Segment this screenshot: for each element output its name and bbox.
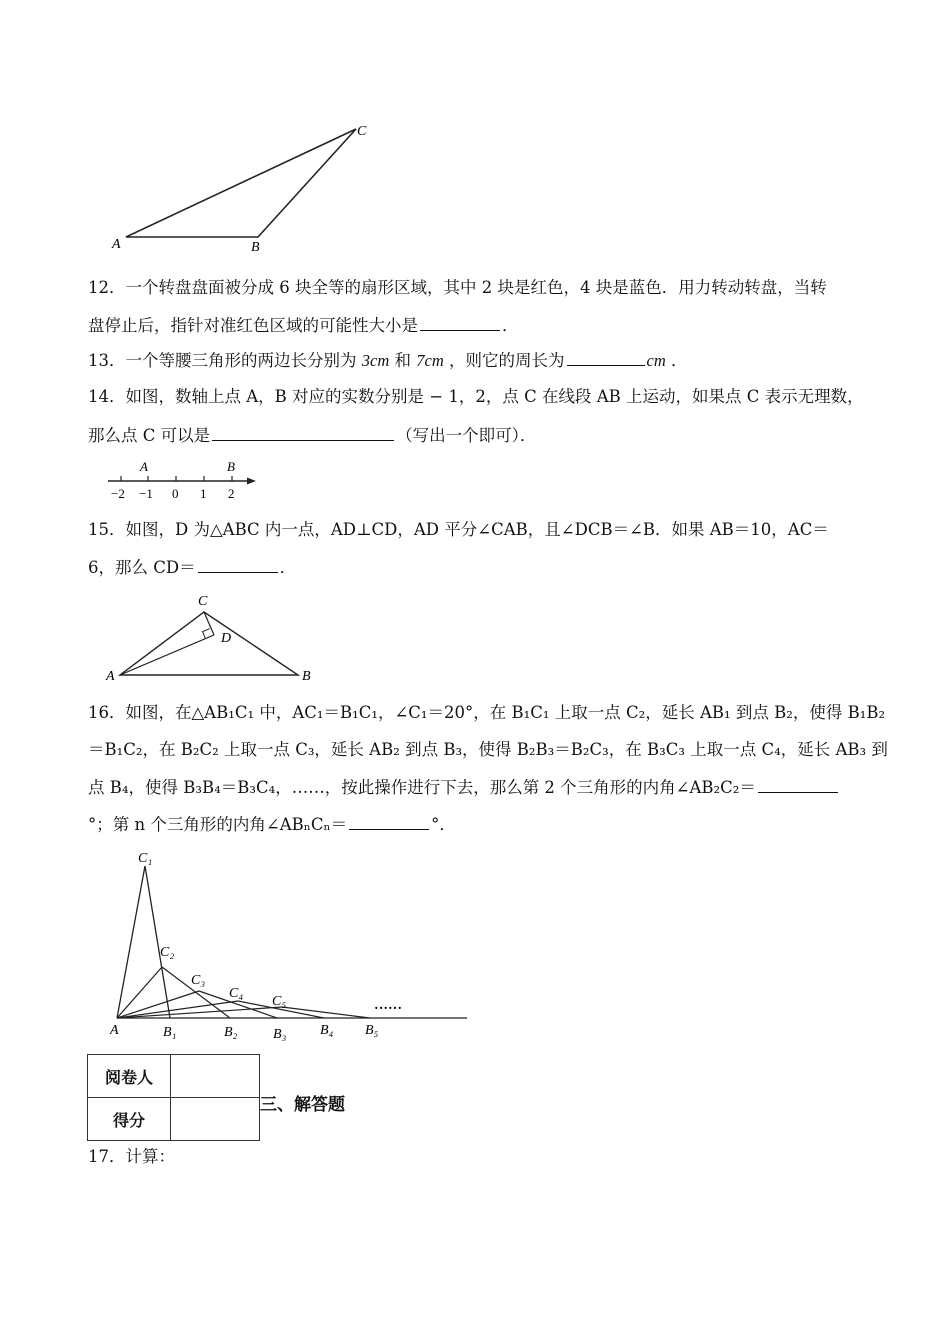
q15-line1: 15．如图，D 为△ABC 内一点，AD⊥CD，AD 平分∠CAB，且∠DCB＝∠B．如果 AB＝10，AC＝ xyxy=(88,520,829,539)
q13-value-1: 3 xyxy=(361,351,370,370)
triangle-chain-figure xyxy=(100,845,475,1045)
q12-line1: 12．一个转盘盘面被分成 6 块全等的扇形区域，其中 2 块是红色，4 块是蓝色．用力转动转盘，当转 xyxy=(88,278,827,297)
number-line-label-b: B xyxy=(227,459,235,474)
q14-line1: 14．如图，数轴上点 A，B 对应的实数分别是 − 1，2，点 C 在线段 AB 上运动，如果点 C 表示无理数， xyxy=(88,387,864,406)
q13-answer-blank[interactable] xyxy=(567,349,645,366)
q14-answer-blank[interactable] xyxy=(212,424,394,441)
label-b3: B₃ xyxy=(273,1027,287,1042)
label-c: C xyxy=(198,594,208,609)
number-line-figure xyxy=(100,456,270,506)
label-c1: C₁ xyxy=(138,851,153,866)
reviewer-label: 阅卷人 xyxy=(88,1055,171,1098)
triangle-q15-shape xyxy=(120,612,298,675)
label-b5: B₅ xyxy=(365,1023,379,1038)
q16-line4-text: °；第 n 个三角形的内角∠ABₙCₙ＝ xyxy=(88,815,348,834)
label-b: B xyxy=(251,240,260,255)
q12-line2-text: 盘停止后，指针对准红色区域的可能性大小是 xyxy=(88,316,418,335)
q16-line3-text: 点 B₄，使得 B₃B₄＝B₃C₄，……，按此操作进行下去，那么第 2 个三角形的内角∠AB₂C₂＝ xyxy=(88,778,756,797)
section-title: 三、解答题 xyxy=(260,1095,345,1115)
segment-a-c4 xyxy=(117,1001,238,1018)
label-c5: C₅ xyxy=(272,994,287,1009)
segment-c1-b1 xyxy=(145,866,170,1018)
q14-line2 xyxy=(88,424,536,447)
q13-text-d: ． xyxy=(665,351,688,370)
tick-label: −2 xyxy=(111,486,125,501)
q14-line2-text: 那么点 C 可以是 xyxy=(88,426,211,445)
label-b: B xyxy=(302,669,311,684)
label-c: C xyxy=(357,124,367,139)
tick-label: 1 xyxy=(200,486,207,501)
q14-line2-end: （写出一个即可）． xyxy=(396,426,537,445)
q13-text-c: ，则它的周长为 xyxy=(443,351,565,370)
triangle-abc-figure xyxy=(100,115,390,260)
q16-answer-blank-1[interactable] xyxy=(758,776,838,793)
label-a: A xyxy=(106,669,115,684)
q15-line2-text: 6，那么 CD＝ xyxy=(88,558,196,577)
reviewer-cell[interactable] xyxy=(171,1055,260,1098)
segment-a-c5 xyxy=(117,1007,282,1018)
label-b1: B₁ xyxy=(163,1025,177,1040)
label-b4: B₄ xyxy=(320,1023,334,1038)
label-c4: C₄ xyxy=(229,986,244,1001)
q13-value-2: 7 xyxy=(416,351,425,370)
tick-label: 0 xyxy=(172,486,179,501)
label-a: A xyxy=(110,1023,119,1038)
label-d: D xyxy=(221,631,232,646)
q12-line2-end: ． xyxy=(502,316,519,335)
label-c2: C₂ xyxy=(160,945,175,960)
score-table xyxy=(87,1054,260,1141)
q12-line2 xyxy=(88,314,519,337)
label-b2: B₂ xyxy=(224,1025,238,1040)
q16-line2: ＝B₁C₂，在 B₂C₂ 上取一点 C₃，延长 AB₂ 到点 B₃，使得 B₂B₃＝B₂C₃，在 B₃C₃ 上取一点 C₄，延长 AB₃ 到 xyxy=(88,740,888,759)
q16-line4-end: °． xyxy=(431,815,456,834)
q13-text-b: 和 xyxy=(389,351,417,370)
q13-text-a: 13．一个等腰三角形的两边长分别为 xyxy=(88,351,362,370)
q13-line xyxy=(88,349,688,372)
tick-label: −1 xyxy=(139,486,153,501)
label-a: A xyxy=(112,237,121,252)
q16-line1: 16．如图，在△AB₁C₁ 中，AC₁＝B₁C₁，∠C₁＝20°，在 B₁C₁ 上取一点 C₂，延长 AB₁ 到点 B₂，使得 B₁B₂ xyxy=(88,703,886,722)
q12-answer-blank[interactable] xyxy=(420,314,500,331)
q16-line3 xyxy=(88,776,840,799)
number-line-label-a: A xyxy=(140,459,148,474)
q15-answer-blank[interactable] xyxy=(198,556,278,573)
score-cell[interactable] xyxy=(171,1098,260,1141)
tick-label: 2 xyxy=(228,486,235,501)
q13-unit-2: cm xyxy=(424,351,444,370)
q16-line4 xyxy=(88,813,456,836)
score-label: 得分 xyxy=(88,1098,171,1141)
triangle-abc-shape xyxy=(126,129,356,237)
ellipsis: …… xyxy=(374,998,402,1013)
q16-answer-blank-2[interactable] xyxy=(349,813,429,830)
label-c3: C₃ xyxy=(191,973,206,988)
q17-line: 17．计算： xyxy=(88,1147,175,1166)
q13-unit-1: cm xyxy=(370,351,390,370)
segment-ad xyxy=(120,635,214,675)
q15-line2-end: ． xyxy=(279,558,297,577)
number-line-arrow xyxy=(247,478,256,485)
q15-line2 xyxy=(88,556,296,579)
q13-unit-3: cm xyxy=(646,351,666,370)
segment-a-c1 xyxy=(117,866,145,1018)
triangle-q15-figure xyxy=(100,590,330,685)
